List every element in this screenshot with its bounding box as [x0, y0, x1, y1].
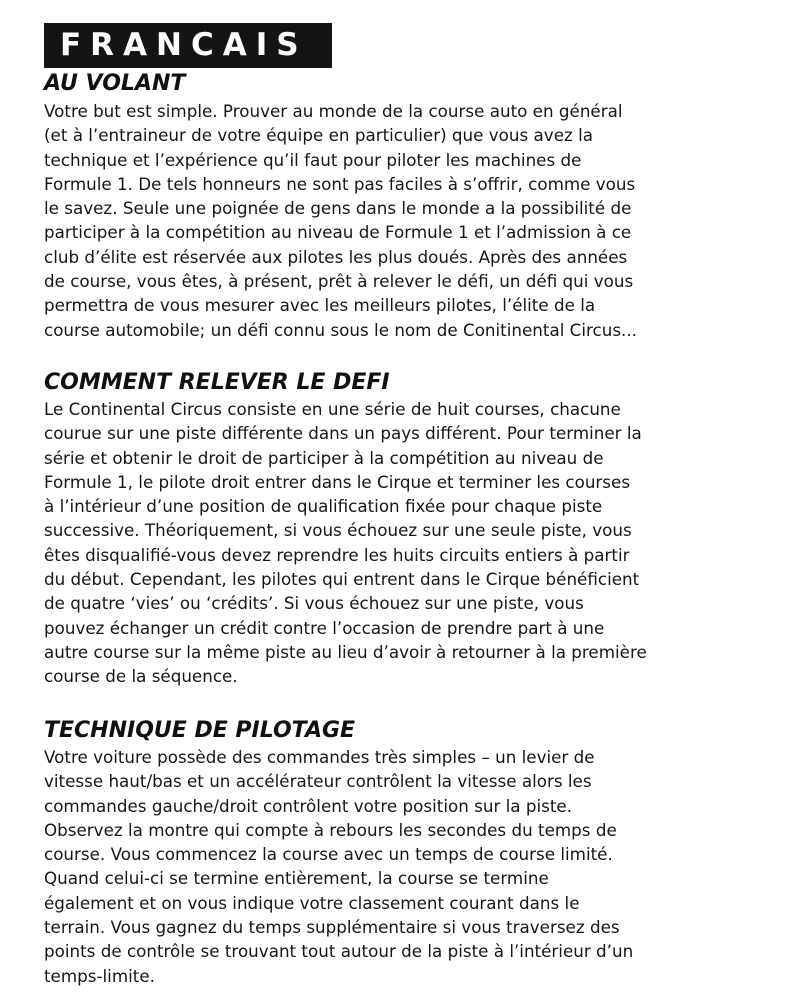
paragraph-comment-relever-le-defi	[44, 398, 798, 690]
text-line: course de la séquence.	[44, 667, 238, 688]
text-line: permettra de vous mesurer avec les meilleurs pilotes, l’élite de la	[44, 296, 596, 317]
text-line: le savez. Seule une poignée de gens dans le monde a la possibilité de	[44, 199, 632, 220]
text-line: Votre voiture possède des commandes très simples – un levier de	[44, 748, 595, 768]
text-line: (et à l’entraineur de votre équipe en particulier) que vous avez la	[44, 126, 593, 147]
text-line: Votre but est simple. Prouver au monde de la course auto en général	[44, 102, 623, 122]
text-line: êtes disqualifié-vous devez reprendre les huits circuits entiers à partir	[44, 545, 630, 566]
text-line: Quand celui-ci se termine entièrement, la course se termine	[44, 869, 549, 890]
text-line: de quatre ‘vies’ ou ‘crédits’. Si vous échouez sur une piste, vous	[44, 594, 584, 615]
text-line: Observez la montre qui compte à rebours les secondes du temps de	[44, 820, 617, 841]
text-line: courue sur une piste différente dans un pays différent. Pour terminer la	[44, 424, 642, 445]
text-line: vitesse haut/bas et un accélérateur contrôlent la vitesse alors les	[44, 772, 592, 793]
text-line: de course, vous êtes, à présent, prêt à relever le défi, un défi qui vous	[44, 272, 634, 293]
text-line: temps-limite.	[44, 966, 155, 987]
section-heading-au-volant: AU VOLANT	[44, 71, 186, 96]
text-line: pouvez échanger un crédit contre l’occasion de prendre part à une	[44, 618, 605, 639]
text-line: terrain. Vous gagnez du temps supplémentaire si vous traversez des	[44, 918, 620, 939]
text-line: technique et l’expérience qu’il faut pour piloter les machines de	[44, 150, 582, 171]
text-line: à l’intérieur d’une position de qualification fixée pour chaque piste	[44, 497, 603, 518]
text-line: série et obtenir le droit de participer à la compétition au niveau de	[44, 448, 604, 469]
text-line: du début. Cependant, les pilotes qui entrent dans le Cirque bénéficient	[44, 570, 640, 591]
text-line: club d’élite est réservée aux pilotes les plus doués. Après des années	[44, 247, 628, 268]
text-line: commandes gauche/droit contrôlent votre position sur la piste.	[44, 796, 573, 817]
section-heading-technique-de-pilotage: TECHNIQUE DE PILOTAGE	[44, 718, 356, 743]
text-line: participer à la compétition au niveau de Formule 1 et l’admission à ce	[44, 223, 632, 244]
text-line: course. Vous commencez la course avec un temps de course limité.	[44, 845, 613, 866]
language-banner: FRANCAIS	[44, 23, 332, 68]
text-line: points de contrôle se trouvant tout autour de la piste à l’intérieur d’un	[44, 942, 634, 963]
text-line: Formule 1. De tels honneurs ne sont pas faciles à s’offrir, comme vous	[44, 174, 636, 195]
text-line: Formule 1, le pilote droit entrer dans le Cirque et terminer les courses	[44, 472, 631, 493]
paragraph-technique-de-pilotage	[44, 746, 798, 989]
text-line: course automobile; un défi connu sous le nom de Conitinental Circus...	[44, 320, 637, 341]
text-line: autre course sur la même piste au lieu d’avoir à retourner à la première	[44, 642, 647, 663]
paragraph-au-volant	[44, 100, 798, 343]
text-line: également et on vous indique votre classement courant dans le	[44, 893, 580, 914]
text-line: successive. Théoriquement, si vous échouez sur une seule piste, vous	[44, 521, 632, 542]
section-heading-comment-relever-le-defi: COMMENT RELEVER LE DEFI	[44, 370, 390, 395]
text-line: Le Continental Circus consiste en une série de huit courses, chacune	[44, 400, 621, 420]
